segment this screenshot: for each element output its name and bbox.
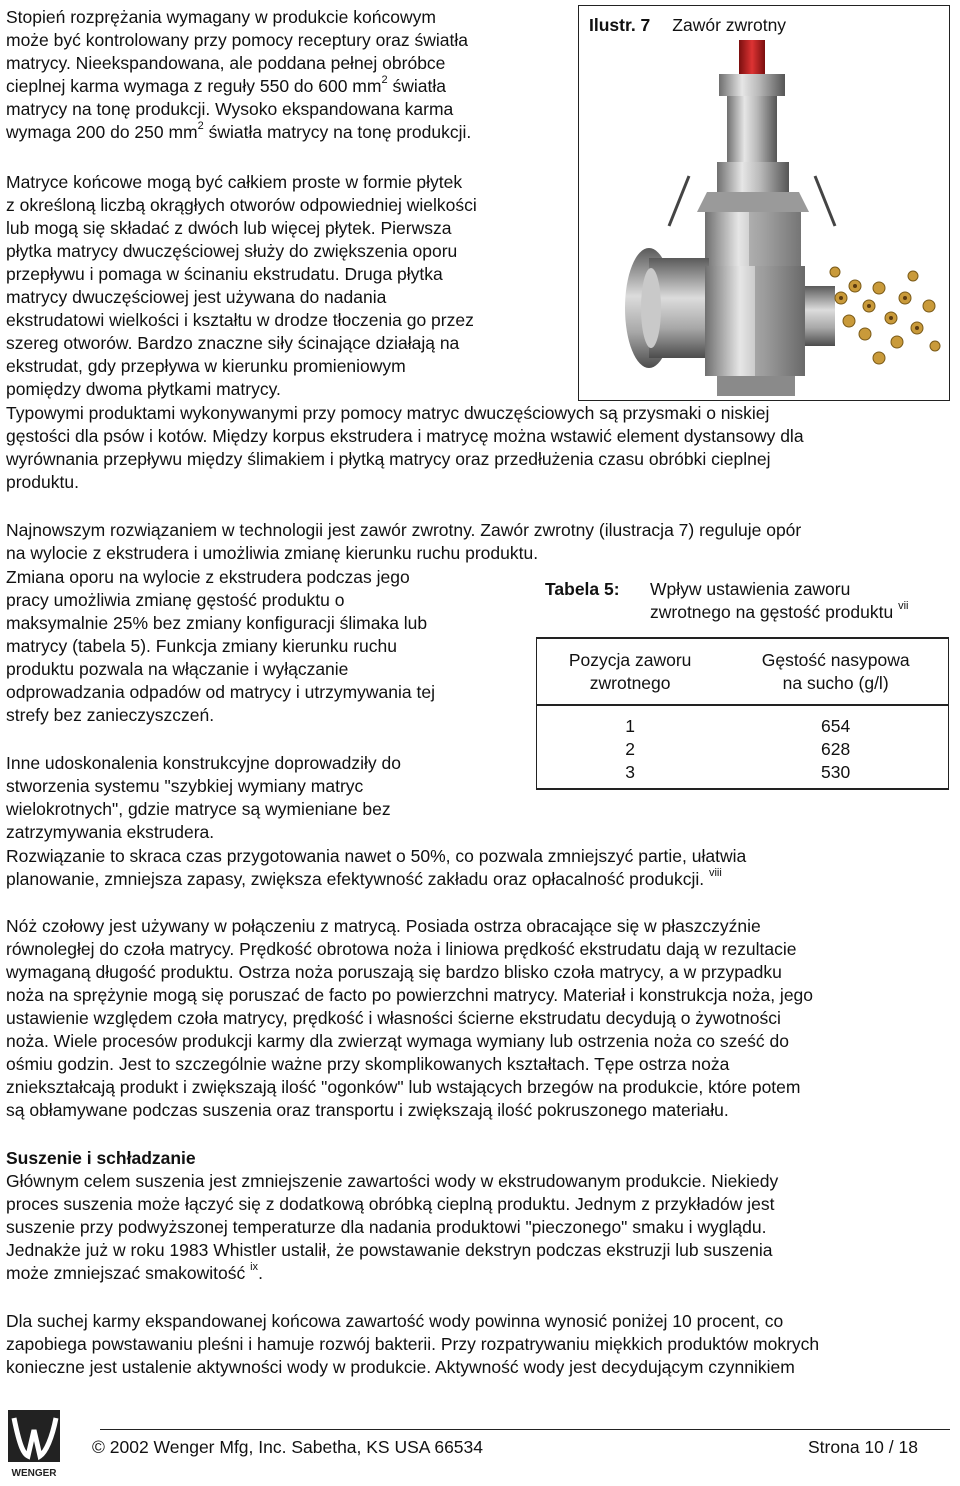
intro-line: wymaga 200 do 250 $mm^2$ światła matrycy na tonę produkcji.	[6, 120, 472, 142]
typical-line: gęstości dla psów i kotów. Między korpus ekstrudera i matrycę można wstawić element dystansowy dla	[6, 426, 804, 446]
figure-title: Zawór zwrotny	[672, 15, 787, 35]
drying-line: Jednakże już w roku 1983 Whistler ustalił, że powstawanie dekstryn podczas ekstruzji lub suszenia	[6, 1240, 773, 1260]
knife-line: noża na sprężynie mogą się poruszać de facto po powierzchni matrycy. Materiał i konstrukcja noża, jego	[6, 985, 814, 1005]
figure-caption	[589, 14, 786, 37]
table-header-density: Gęstość nasypowa na sucho (g/l)	[723, 638, 948, 705]
knife-paragraph	[6, 915, 951, 1122]
drying-line: suszenie przy podwyższonej temperaturze dla nadania produktowi "pieczonego" smaku i wyglądu.	[6, 1217, 767, 1237]
section-heading: Suszenie i schładzanie	[6, 1148, 196, 1168]
newest-paragraph	[6, 519, 951, 565]
drying-line: może zmniejszać smakowitość $^{ix}$.	[6, 1261, 263, 1283]
footer-divider	[100, 1429, 950, 1430]
table-label: Tabela 5:	[545, 579, 620, 599]
table-cell-position: 2	[625, 739, 636, 759]
knife-line: ustawienie względem czoła matrycy, prędkość i własności ścierne ekstrudatu decydują o żywotności	[6, 1008, 781, 1028]
dies-line: przepływu i pomaga w ścinaniu ekstrudatu. Druga płytka	[6, 264, 443, 284]
knife-line: wymaganą długość produktu. Ostrza noża poruszają się bardzo blisko czoła matrycy, a w przypadku	[6, 962, 782, 982]
table-cell-position: 3	[537, 761, 724, 789]
knife-line: noża. Wiele procesów produkcji karmy dla zwierząt wymaga wymiany lub ostrzenia noża co sześć do	[6, 1031, 789, 1051]
water-paragraph	[6, 1310, 951, 1379]
svg-text:WENGER: WENGER	[11, 1468, 57, 1479]
dies-line: Matryce końcowe mogą być całkiem proste w formie płytek	[6, 172, 463, 192]
drying-section	[6, 1147, 951, 1285]
change-line: pracy umożliwia zmianę gęstość produktu o	[6, 590, 345, 610]
resistance-change-paragraph	[6, 566, 526, 727]
wenger-logo-icon	[6, 1408, 62, 1480]
dies-line: pomiędzy dwoma płytkami matrycy.	[6, 379, 281, 399]
dies-line: ekstrudat, gdy przepływa w kierunku promieniowym	[6, 356, 406, 376]
table-title: Wpływ ustawienia zaworu zwrotnego na gęstość produktu $^{vii}$	[650, 579, 909, 622]
figure-check-valve	[578, 5, 950, 401]
dies-line: płytka matrycy dwuczęściowej służy do zwiększenia oporu	[6, 241, 458, 261]
intro-line: matrycy. Nieekspandowana, ale poddana pełnej obróbce	[6, 53, 446, 73]
other-line: stworzenia systemu "szybkiej wymiany matryc	[6, 776, 364, 796]
other-line: Inne udoskonalenia konstrukcyjne doprowadziły do	[6, 753, 401, 773]
other-line: wielokrotnych", gdzie matryce są wymieniane bez	[6, 799, 391, 819]
solution-line: Rozwiązanie to skraca czas przygotowania nawet o 50%, co pozwala zmniejszyć partie, ułatwia	[6, 846, 747, 866]
wenger-logo	[6, 1408, 62, 1480]
drying-line: proces suszenia może łączyć się z dodatkową obróbką cieplną produktu. Jednym z przykładów jest	[6, 1194, 775, 1214]
check-valve-illustration	[579, 36, 949, 400]
table-cell-position: 1	[625, 716, 636, 736]
knife-line: równoległej do czoła matrycy. Prędkość obrotowa noża i liniowa prędkość ekstrudatu dają w rezultacie	[6, 939, 797, 959]
change-line: matrycy (tabela 5). Funkcja zmiany kierunku ruchu	[6, 636, 397, 656]
change-line: produktu pozwala na włączanie i wyłączanie	[6, 659, 349, 679]
typical-line: Typowymi produktami wykonywanymi przy pomocy matryc dwuczęściowych są przysmaki o niskiej	[6, 403, 770, 423]
knife-line: ośmiu godzin. Jest to szczególnie ważne przy skomplikowanych kształtach. Tępe ostrza noża	[6, 1054, 730, 1074]
table-row	[537, 761, 949, 789]
newest-line: na wylocie z ekstrudera i umożliwia zmianę kierunku ruchu produktu.	[6, 543, 539, 563]
table-header-position: Pozycja zaworu zwrotnego	[537, 638, 724, 705]
dies-paragraph	[6, 171, 571, 401]
table-cell-density: 628	[821, 739, 851, 759]
dies-line: lub mogą się składać z dwóch lub więcej płytek. Pierwsza	[6, 218, 452, 238]
figure-label: Ilustr. 7	[589, 15, 651, 35]
knife-line: Nóż czołowy jest używany w połączeniu z matrycą. Posiada ostrza obracające się w płaszczyźnie	[6, 916, 761, 936]
knife-line: są obłamywane podczas suszenia oraz transportu i zwiększają ilość pokruszonego materiału.	[6, 1100, 729, 1120]
solution-paragraph	[6, 845, 951, 891]
table-row	[537, 738, 949, 761]
dies-line: z określoną liczbą okrągłych otworów odpowiedniej wielkości	[6, 195, 477, 215]
change-line: maksymalnie 25% bez zmiany konfiguracji ślimaka lub	[6, 613, 428, 633]
intro-line: może być kontrolowany przy pomocy receptury oraz światła	[6, 30, 468, 50]
other-improvements-paragraph	[6, 752, 526, 844]
footer-copyright: © 2002 Wenger Mfg, Inc. Sabetha, KS USA 66534	[92, 1437, 484, 1457]
water-line: zapobiega powstawaniu pleśni i hamuje rozwój bakterii. Przy rozpatrywaniu miękkich produktów mokrych	[6, 1334, 820, 1354]
change-line: odprowadzania odpadów od matrycy i utrzymywania tej	[6, 682, 435, 702]
typical-line: produktu.	[6, 472, 79, 492]
solution-line: planowanie, zmniejsza zapasy, zwiększa efektywność zakładu oraz opłacalność produkcji. $^{viii}$	[6, 867, 722, 889]
valve-density-table	[536, 637, 949, 790]
change-line: Zmiana oporu na wylocie z ekstrudera podczas jego	[6, 567, 410, 587]
other-line: zatrzymywania ekstrudera.	[6, 822, 215, 842]
table-cell-density: 530	[723, 761, 948, 789]
newest-line: Najnowszym rozwiązaniem w technologii jest zawór zwrotny. Zawór zwrotny (ilustracja 7) reguluje opór	[6, 520, 802, 540]
intro-line: matrycy na tonę produkcji. Wysoko ekspandowana karma	[6, 99, 454, 119]
water-line: Dla suchej karmy ekspandowanej końcowa zawartość wody powinna wynosić poniżej 10 procent, co	[6, 1311, 784, 1331]
intro-line: cieplnej karma wymaga z reguły 550 do 600 $mm^2$ światła	[6, 74, 446, 96]
intro-line: Stopień rozprężania wymagany w produkcie końcowym	[6, 7, 436, 27]
intro-paragraph	[6, 6, 571, 144]
page-number: Strona 10 / 18	[808, 1437, 918, 1457]
dies-line: szereg otworów. Bardzo znaczne siły ścinające działają na	[6, 333, 460, 353]
typical-products-paragraph	[6, 402, 951, 494]
drying-line: Głównym celem suszenia jest zmniejszenie zawartości wody w ekstrudowanym produkcie. Niekiedy	[6, 1171, 779, 1191]
table-cell-density: 654	[821, 716, 851, 736]
table-row	[537, 705, 949, 738]
dies-line: ekstrudatowi wielkości i kształtu w drodze tłoczenia go przez	[6, 310, 474, 330]
knife-line: zniekształcają produkt i zwiększają ilość "ogonków" lub wstających brzegów na produkcie, które potem	[6, 1077, 801, 1097]
change-line: strefy bez zanieczyszczeń.	[6, 705, 215, 725]
water-line: konieczne jest ustalenie aktywności wody w produkcie. Aktywność wody jest decydującym czynnikiem	[6, 1357, 795, 1377]
dies-line: matrycy dwuczęściowej jest używana do nadania	[6, 287, 387, 307]
typical-line: wyrównania przepływu między ślimakiem i płytką matrycy oraz przedłużenia czasu obróbki cieplnej	[6, 449, 771, 469]
